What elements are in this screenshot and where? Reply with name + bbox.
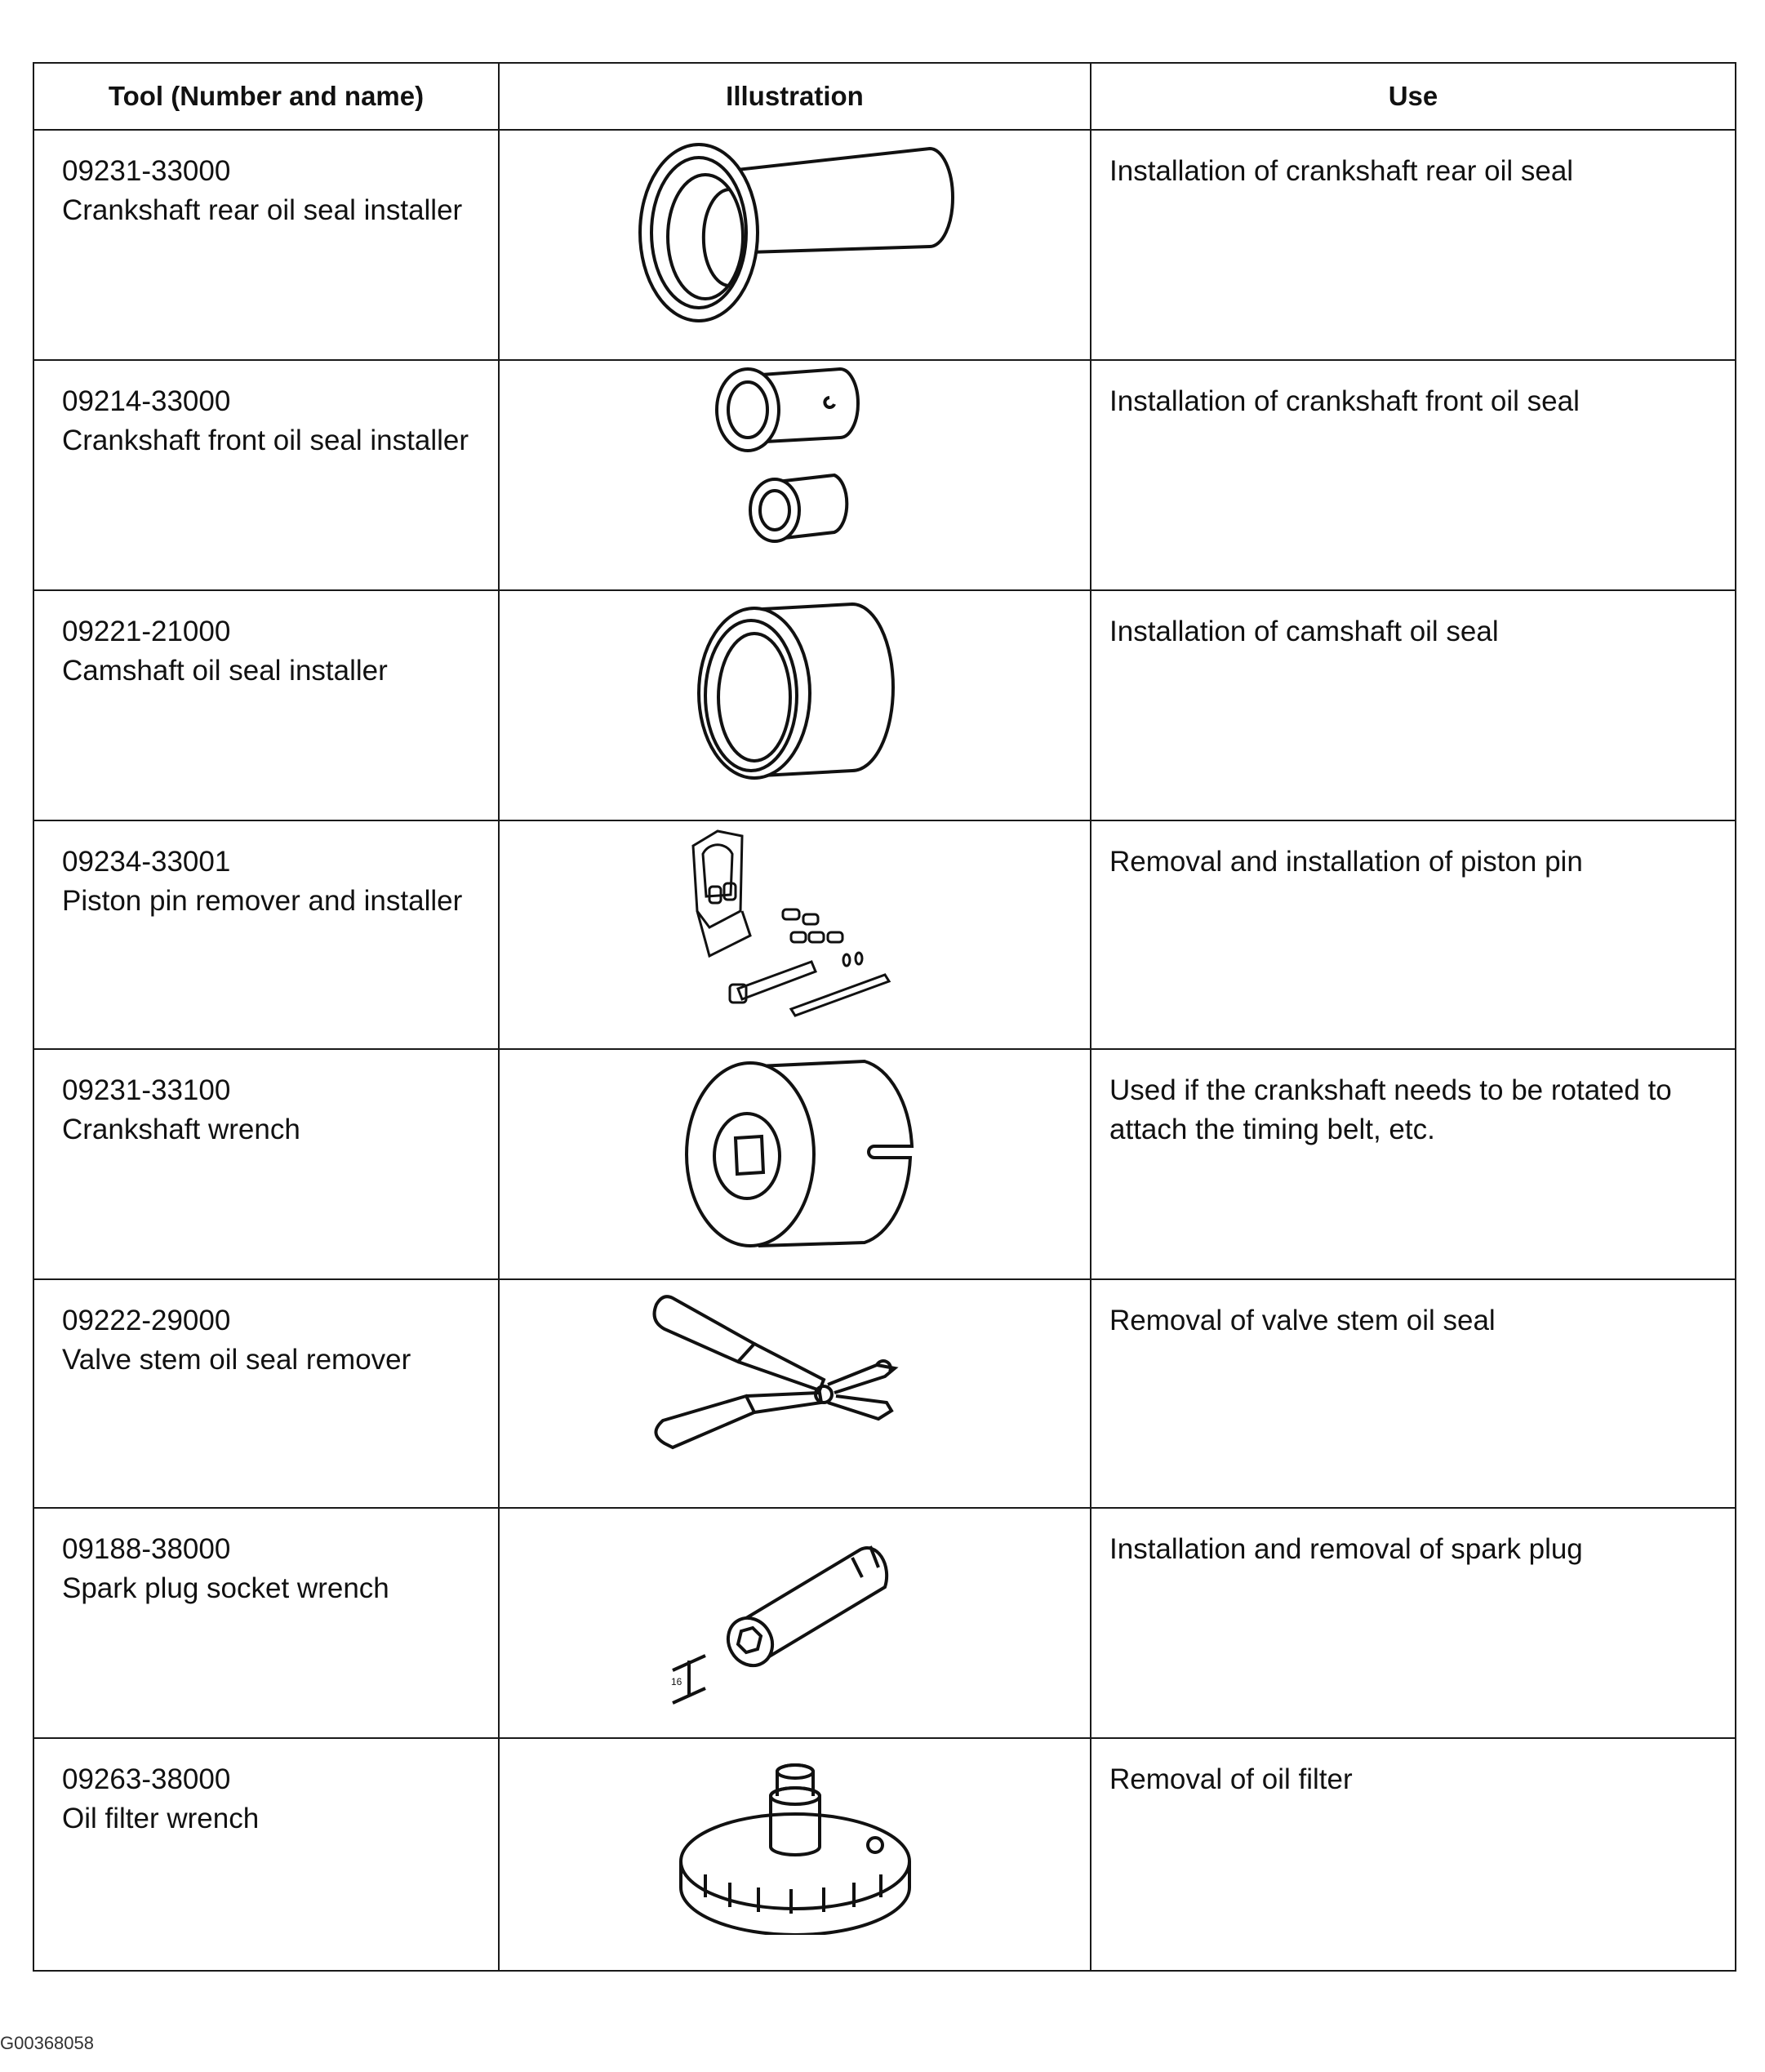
header-tool: Tool (Number and name) <box>33 63 499 130</box>
tool-number: 09231-33000 <box>62 155 231 187</box>
tool-name: Piston pin remover and installer <box>62 885 463 917</box>
tool-name: Valve stem oil seal remover <box>62 1344 411 1376</box>
table-row <box>33 590 1736 820</box>
tool-name: Spark plug socket wrench <box>62 1572 389 1604</box>
oil-filter-wrench-icon <box>665 1739 926 1935</box>
tool-cell <box>33 1049 499 1279</box>
tool-number: 09188-38000 <box>62 1533 231 1565</box>
tool-cell <box>33 130 499 360</box>
table-row <box>33 820 1736 1049</box>
illustration-cell <box>499 1049 1091 1279</box>
pliers-icon <box>632 1280 958 1468</box>
table-row <box>33 1279 1736 1508</box>
illustration-cell <box>499 590 1091 820</box>
table-row <box>33 1508 1736 1738</box>
tool-number: 09221-21000 <box>62 616 231 647</box>
table-row <box>33 1049 1736 1279</box>
tool-name: Oil filter wrench <box>62 1803 260 1834</box>
use-cell: Installation of crankshaft front oil seal <box>1091 360 1736 590</box>
front-oil-seal-installer-icon <box>689 361 901 565</box>
header-illustration: Illustration <box>499 63 1091 130</box>
use-cell: Removal of valve stem oil seal <box>1091 1279 1736 1508</box>
table-row <box>33 130 1736 360</box>
use-cell: Removal and installation of piston pin <box>1091 820 1736 1049</box>
use-cell: Installation of camshaft oil seal <box>1091 590 1736 820</box>
table-row <box>33 360 1736 590</box>
tool-cell <box>33 360 499 590</box>
illustration-cell <box>499 1738 1091 1971</box>
tool-cell <box>33 820 499 1049</box>
illustration-cell <box>499 360 1091 590</box>
rear-oil-seal-installer-icon <box>599 131 991 343</box>
tool-name: Camshaft oil seal installer <box>62 655 388 687</box>
table-row <box>33 1738 1736 1971</box>
tool-number: 09231-33100 <box>62 1074 231 1106</box>
use-cell: Removal of oil filter <box>1091 1738 1736 1971</box>
use-cell: Installation of crankshaft rear oil seal <box>1091 130 1736 360</box>
illustration-cell <box>499 1508 1091 1738</box>
piston-pin-tool-kit-icon <box>660 821 930 1025</box>
tool-cell <box>33 1738 499 1971</box>
dimension-label: 16 <box>670 1676 682 1687</box>
special-tools-table-container <box>33 62 1735 1972</box>
illustration-cell <box>499 130 1091 360</box>
tool-number: 09214-33000 <box>62 385 231 417</box>
crankshaft-wrench-icon <box>660 1050 930 1254</box>
use-cell: Used if the crankshaft needs to be rotated to attach the timing belt, etc. <box>1091 1049 1736 1279</box>
tool-number: 09234-33001 <box>62 846 231 878</box>
tool-name: Crankshaft front oil seal installer <box>62 425 469 456</box>
tool-name: Crankshaft rear oil seal installer <box>62 194 463 226</box>
camshaft-oil-seal-installer-icon <box>673 591 918 787</box>
tool-name: Crankshaft wrench <box>62 1114 300 1145</box>
table-header-row <box>33 63 1736 130</box>
figure-id: G00368058 <box>0 2033 94 2053</box>
illustration-cell <box>499 820 1091 1049</box>
tool-number: 09263-38000 <box>62 1763 231 1795</box>
tool-cell <box>33 1279 499 1508</box>
header-use: Use <box>1091 63 1736 130</box>
tool-cell <box>33 590 499 820</box>
special-tools-table <box>33 62 1736 1972</box>
spark-plug-socket-icon <box>656 1509 934 1705</box>
use-cell: Installation and removal of spark plug <box>1091 1508 1736 1738</box>
illustration-cell <box>499 1279 1091 1508</box>
tool-number: 09222-29000 <box>62 1305 231 1336</box>
tool-cell <box>33 1508 499 1738</box>
